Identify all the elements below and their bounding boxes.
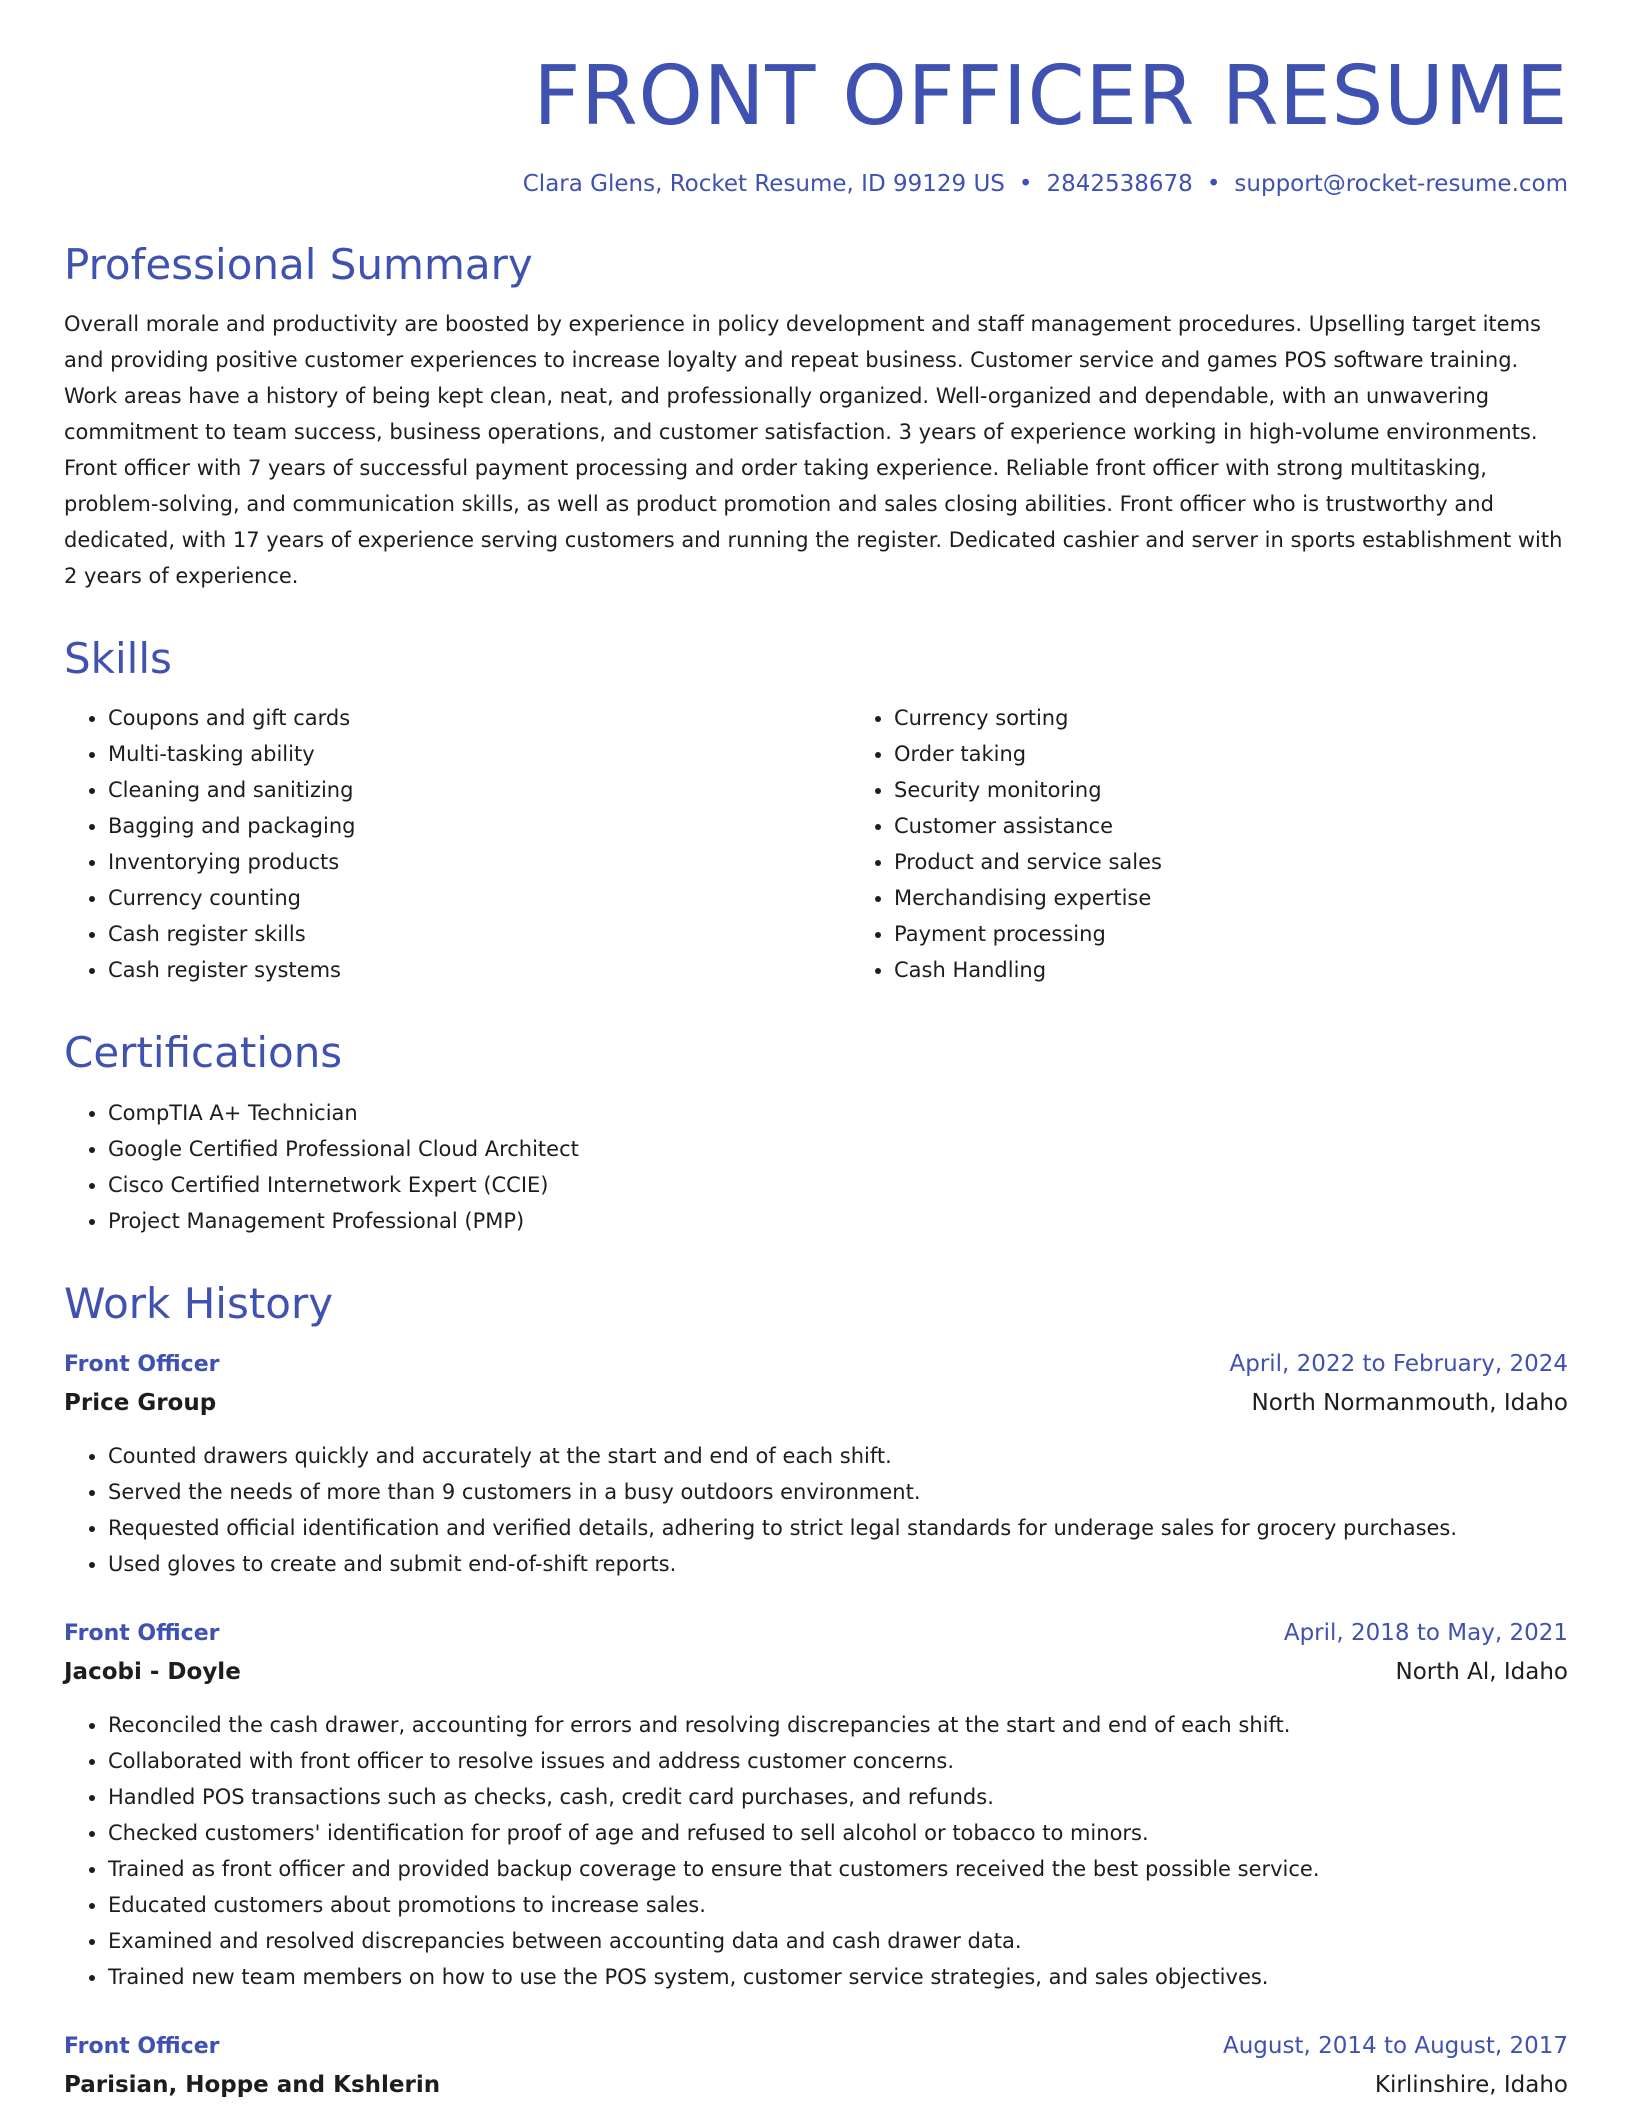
summary-section (64, 242, 1568, 594)
skill-item: • Cleaning and sanitizing (108, 772, 850, 808)
certifications-list (64, 1095, 1568, 1239)
job-location: North Normanmouth, Idaho (1251, 1389, 1568, 1416)
skill-item: • Multi-tasking ability (108, 736, 850, 772)
job-dates: April, 2022 to February, 2024 (1229, 1350, 1568, 1377)
certification-item: • Project Management Professional (PMP) (108, 1203, 1568, 1239)
job-duty: • Requested official identification and verified details, adhering to strict legal standards for underage sales for grocery purchases. (108, 1510, 1568, 1546)
job-duty: • Collaborated with front officer to resolve issues and address customer concerns. (108, 1743, 1568, 1779)
work-history-section (64, 1278, 1568, 2104)
job-duty: • Trained as front officer and provided backup coverage to ensure that customers received the best possible service. (108, 1851, 1568, 1887)
certification-item: • Cisco Certified Internetwork Expert (CCIE) (108, 1167, 1568, 1203)
certification-item: • CompTIA A+ Technician (108, 1095, 1568, 1131)
skills-section (64, 636, 1568, 988)
skills-heading: Skills (64, 634, 172, 684)
skill-item: • Currency counting (108, 880, 850, 916)
skill-item: • Coupons and gift cards (108, 700, 850, 736)
skills-grid (64, 700, 1568, 988)
contact-separator: • (1018, 171, 1033, 198)
contact-phone: 2842538678 (1046, 171, 1193, 198)
certifications-heading: Certifications (64, 1028, 343, 1078)
work-history-heading: Work History (64, 1278, 334, 1328)
job-duty: • Used gloves to create and submit end-of-shift reports. (108, 1546, 1568, 1582)
skill-item: • Security monitoring (894, 772, 1632, 808)
job-entry (64, 1614, 1568, 1995)
job-title: Front Officer (64, 1351, 220, 1377)
job-duties-list (64, 1707, 1568, 1995)
summary-text: Overall morale and productivity are boosted by experience in policy development and staff management procedures. Upselling target items and providing positive customer experiences to increase loyalty and repeat business. Customer service and games POS software training. Work areas have a history of being kept clean, neat, and professionally organized. Well-organized and dependable, with an unwavering commitment to team success, business operations, and customer satisfaction. 3 years of experience working in high-volume environments. Front officer with 7 years of successful payment processing and order taking experience. Reliable front officer with strong multitasking, problem-solving, and communication skills, as well as product promotion and sales closing abilities. Front officer who is trustworthy and dedicated, with 17 years of experience serving customers and running the register. Dedicated cashier and server in sports establishment with 2 years of experience. (64, 312, 1563, 589)
job-company: Parisian, Hoppe and Kshlerin (64, 2071, 441, 2098)
skill-item: • Order taking (894, 736, 1632, 772)
job-header-row (64, 1345, 1568, 1384)
job-location: Kirlinshire, Idaho (1374, 2071, 1568, 2098)
resume-title: FRONT OFFICER RESUME (533, 49, 1568, 144)
skill-item: • Customer assistance (894, 808, 1632, 844)
job-title: Front Officer (64, 1620, 220, 1646)
certifications-section (64, 1030, 1568, 1238)
job-duty: • Examined and resolved discrepancies between accounting data and cash drawer data. (108, 1923, 1568, 1959)
skill-item: • Cash register skills (108, 916, 850, 952)
skills-list-left (64, 700, 850, 988)
skill-item: • Cash register systems (108, 952, 850, 988)
job-dates: April, 2018 to May, 2021 (1283, 1619, 1568, 1646)
skill-item: • Payment processing (894, 916, 1632, 952)
summary-heading: Professional Summary (64, 240, 533, 290)
contact-address: Clara Glens, Rocket Resume, ID 99129 US (522, 171, 1005, 198)
skill-item: • Merchandising expertise (894, 880, 1632, 916)
skill-item: • Product and service sales (894, 844, 1632, 880)
job-duty: • Served the needs of more than 9 customers in a busy outdoors environment. (108, 1474, 1568, 1510)
job-company: Price Group (64, 1389, 217, 1416)
job-company: Jacobi - Doyle (64, 1658, 241, 1685)
skill-item: • Inventorying products (108, 844, 850, 880)
job-duty: • Educated customers about promotions to increase sales. (108, 1887, 1568, 1923)
job-header-row (64, 2027, 1568, 2066)
job-entry (64, 2027, 1568, 2104)
skill-item: • Cash Handling (894, 952, 1632, 988)
job-duty: • Trained new team members on how to use the POS system, customer service strategies, and sales objectives. (108, 1959, 1568, 1995)
job-company-row (64, 1653, 1568, 1691)
skill-item: • Currency sorting (894, 700, 1632, 736)
job-location: North Al, Idaho (1395, 1658, 1568, 1685)
job-duty: • Reconciled the cash drawer, accounting for errors and resolving discrepancies at the start and end of each shift. (108, 1707, 1568, 1743)
job-duty: • Counted drawers quickly and accurately at the start and end of each shift. (108, 1438, 1568, 1474)
contact-email: support@rocket-resume.com (1234, 171, 1568, 198)
job-duties-list (64, 1438, 1568, 1582)
job-header-row (64, 1614, 1568, 1653)
job-title: Front Officer (64, 2033, 220, 2059)
job-duty: • Handled POS transactions such as checks, cash, credit card purchases, and refunds. (108, 1779, 1568, 1815)
resume-header (64, 49, 1568, 200)
job-dates: August, 2014 to August, 2017 (1223, 2032, 1568, 2059)
contact-separator: • (1206, 171, 1221, 198)
skill-item: • Bagging and packaging (108, 808, 850, 844)
job-company-row (64, 1384, 1568, 1422)
contact-line (64, 170, 1568, 200)
job-company-row (64, 2066, 1568, 2104)
certification-item: • Google Certified Professional Cloud Architect (108, 1131, 1568, 1167)
job-entry (64, 1345, 1568, 1582)
job-duty: • Checked customers' identification for proof of age and refused to sell alcohol or tobacco to minors. (108, 1815, 1568, 1851)
skills-list-right (850, 700, 1632, 988)
